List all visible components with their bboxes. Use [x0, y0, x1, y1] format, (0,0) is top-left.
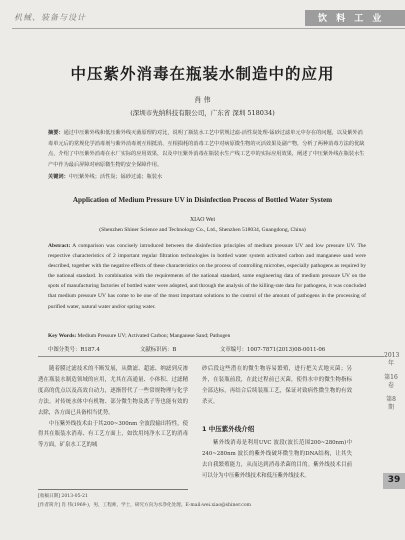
keywords-en [48, 333, 366, 339]
abstract-cn [48, 128, 366, 170]
author-en: XIAO Wei [189, 217, 216, 223]
affiliation-en: (Shenzhen Shiner Science and Technology Co., Ltd., Shenzhen 518034, Guangdong, China) [99, 227, 306, 233]
keywords-cn-text: 中压紫外线；活性炭；锰砂过滤；瓶装水 [68, 174, 163, 180]
header-rule [12, 28, 405, 29]
footnote-received: [收稿日期] 2013-05-21 [38, 494, 88, 499]
affiliation-cn: (深圳市先纳科技有限公司，广东省 深圳 518034) [130, 109, 275, 117]
body-left-column [38, 364, 188, 451]
clc-number: 中图分类号：R187.4 [48, 347, 100, 353]
body-paragraph: 紫外线消毒是利用UVC 波段(波长范围200~280nm)中240~280nm 波长的紫外线破坏微生物的DNA结构，让其失去自我繁殖能力，从而达到消毒杀菌的目的。紫外线技术目前可以分为中压紫外线技术和低压紫外线技术。 [202, 440, 352, 479]
article-title-en: Application of Medium Pressure UV in Disinfection Process of Bottled Water System [72, 196, 333, 204]
body-right-column-top [202, 364, 352, 408]
article-title-cn: 中压紫外消毒在瓶装水制造中的应用 [70, 65, 335, 83]
issue-number: 第8期 [386, 396, 396, 411]
author-cn: 肖 伟 [194, 96, 211, 104]
section-heading: 1 中压紫外线介绍 [202, 425, 255, 433]
keywords-en-label: Key Words: [48, 333, 77, 339]
issue-strip [384, 352, 398, 412]
abstract-en-label: Abstract: [48, 243, 71, 249]
body-paragraph: 砂后段这些潜在的微生物容易繁殖，进行把关式地灭菌；另外，在装瓶前段，在此过程前已灭菌，使得水中的微生物指标全部达标，再结合后续装瓶工艺，保证对致病性微生物的有效杀灭。 [202, 366, 352, 405]
issue-year: 2013年 [384, 352, 400, 367]
body-paragraph: 中压紫外线技术由于其200~300nm 全波段输出特性，使得其在瓶装水消毒、有工艺方面上，如饮用纯净水工艺的消毒等方面，矿泉水工艺的城 [38, 420, 188, 449]
issue-volume: 第16卷 [384, 374, 398, 389]
body-paragraph: 随着膜过滤技术的不断发展，从微滤、超滤、纳滤到反渗透在瓶装水制造领域的应用，尤其在高通量、小体积、过滤精度高的优点以及高效自动力，逐渐替代了一些常规物理与化学方法。对传统水体中有机物、部分微生物及离子等也能有效的去除，各方面已具备相当优势。 [38, 366, 188, 416]
document-code: 文献标识码：B [140, 347, 177, 353]
section-header-left: 机械、装备与设计 [14, 13, 86, 22]
footnote-rule [38, 489, 188, 490]
footnote-author: [作者简介] 肖 伟(1969-)，男，工程师，学士，研究方向为水净化处理。E-mail:wei.xiao@shiner.com [38, 503, 251, 508]
body-right-column-bottom [202, 438, 352, 482]
article-number: 文章编号：1007-7871(2013)08-0011-06 [220, 347, 326, 353]
abstract-cn-text: 通过中压紫外线和低压紫外线灭菌原理的对比，说明了瓶装水工艺中常规过滤-活性炭处理-锰砂过滤单元中存在的问题，以及紫外消毒单元后的常规化学消毒剂与紫外消毒剂互相抵消、互相损耗的消毒工艺中对病原微生物的灭活效果及副产物，分析了两种消毒方法的优缺点，介绍了中压紫外消毒在水厂实际的应用效果，以及中压紫外消毒在瓶装水生产线工艺中的实际应用效果，阐述了中压紫外线在瓶装水生产中作为最后屏障对病原微生物的安全保障作用。 [48, 130, 365, 168]
keywords-en-text: Medium Pressure UV; Activated Carbon; Manganese Sand; Pathogen [77, 333, 231, 339]
keywords-cn [48, 172, 366, 183]
abstract-cn-label: 摘要： [48, 130, 64, 136]
abstract-divider [38, 356, 384, 357]
page-number: 39 [387, 475, 401, 485]
abstract-en-text: A comparison was concisely introduced between the disinfection principles of medium pressure UV and low pressure UV. The respective characteristics of 2 important regular filtration technologies in bottled water system activated carbon and manganese sand were described, together with the negative effects of these characteristics on the process of controlling microbes, especially pathogens as required by the national standard. In combination with the requirements of the national standard, some engineering data of medium pressure UV on the spots of manufacturing factories of bottled water were adopted, and through the analysis of the killing-rate data for pathogens, it was concluded that medium pressure UV has come to be one of the most important solutions to the control of the amount of pathogens in the processing of purified water, natural water and/or spring water. [48, 243, 366, 310]
abstract-en [48, 241, 366, 312]
journal-name: 饮 料 工 业 [318, 14, 385, 24]
keywords-cn-label: 关键词： [48, 174, 69, 180]
